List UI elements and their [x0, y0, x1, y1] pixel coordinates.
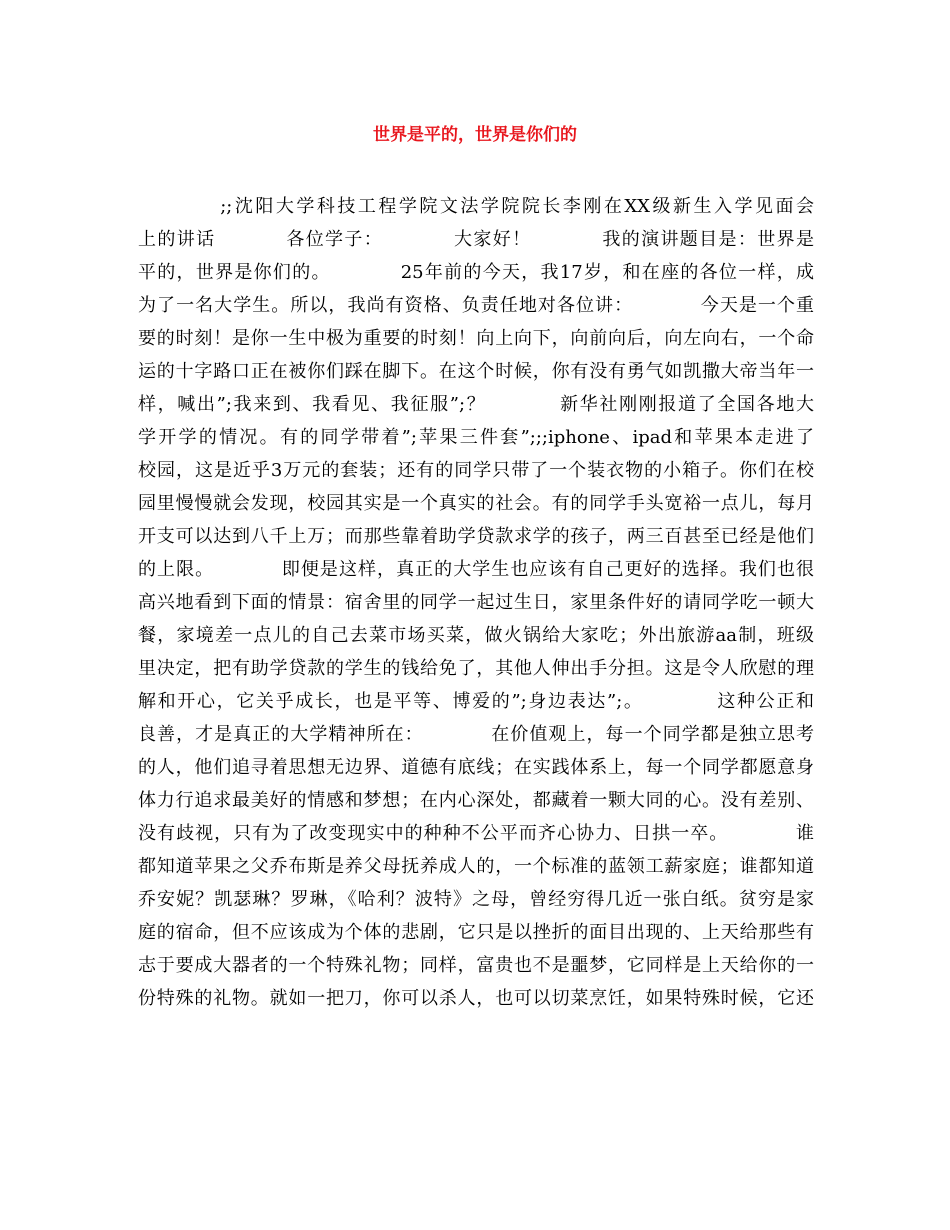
body-line: 开支可以达到八千上万；而那些靠着助学贷款求学的孩子，两三百甚至已经是他们: [138, 526, 814, 547]
body-line: 乔安妮？凯瑟琳？罗琳，《哈利？波特》之母，曾经穷得几近一张白纸。贫穷是家: [138, 889, 814, 910]
body-line: 园里慢慢就会发现，校园其实是一个真实的社会。有的同学手头宽裕一点儿，每月: [138, 493, 814, 514]
body-line: 都知道苹果之父乔布斯是养父母抚养成人的，一个标准的蓝领工薪家庭；谁都知道: [138, 856, 814, 877]
body-line: 的上限。 即便是这样，真正的大学生也应该有自己更好的选择。我们也很: [138, 559, 814, 580]
document-title: 世界是平的，世界是你们的: [373, 125, 577, 145]
body-line: 平的，世界是你们的。 25年前的今天，我17岁，和在座的各位一样，成: [138, 262, 814, 283]
body-line: 良善，才是真正的大学精神所在： 在价值观上，每一个同学都是独立思考: [138, 724, 814, 745]
body-line: 高兴地看到下面的情景：宿舍里的同学一起过生日，家里条件好的请同学吃一顿大: [138, 592, 814, 613]
body-line: 样，喊出”;我来到、我看见、我征服”;？ 新华社刚刚报道了全国各地大: [138, 394, 814, 415]
body-line: 校园，这是近乎3万元的套装；还有的同学只带了一个装衣物的小箱子。你们在校: [138, 460, 814, 481]
body-line: 的人，他们追寻着思想无边界、道德有底线；在实践体系上，每一个同学都愿意身: [138, 757, 814, 778]
body-line: 餐，家境差一点儿的自己去菜市场买菜，做火锅给大家吃；外出旅游aa制，班级: [138, 625, 814, 646]
body-line: 体力行追求最美好的情感和梦想；在内心深处，都藏着一颗大同的心。没有差别、: [138, 790, 814, 811]
body-line: 运的十字路口正在被你们踩在脚下。在这个时候，你有没有勇气如凯撒大帝当年一: [138, 361, 814, 382]
body-line: 志于要成大器者的一个特殊礼物；同样，富贵也不是噩梦，它同样是上天给你的一: [138, 955, 814, 976]
body-line: 上的讲话 各位学子： 大家好！ 我的演讲题目是：世界是: [138, 229, 814, 250]
body-line: 要的时刻！是你一生中极为重要的时刻！向上向下，向前向后，向左向右，一个命: [138, 328, 814, 349]
body-line: 里决定，把有助学贷款的学生的钱给免了，其他人伸出手分担。这是令人欣慰的理: [138, 658, 814, 679]
body-line: 学开学的情况。有的同学带着”;苹果三件套”;;;iphone、ipad和苹果本走进了: [138, 427, 814, 448]
body-line: ;;沈阳大学科技工程学院文法学院院长李刚在XX级新生入学见面会: [138, 196, 814, 217]
body-line: 庭的宿命，但不应该成为个体的悲剧，它只是以挫折的面目出现的、上天给那些有: [138, 922, 814, 943]
body-line: 解和开心，它关乎成长，也是平等、博爱的”;身边表达”;。 这种公正和: [138, 691, 814, 712]
document-body: [138, 190, 814, 1015]
body-line: 没有歧视，只有为了改变现实中的种种不公平而齐心协力、日拱一卒。 谁: [138, 823, 814, 844]
body-line: 份特殊的礼物。就如一把刀，你可以杀人，也可以切菜烹饪，如果特殊时候，它还: [138, 988, 814, 1009]
body-line: 为了一名大学生。所以，我尚有资格、负责任地对各位讲： 今天是一个重: [138, 295, 814, 316]
